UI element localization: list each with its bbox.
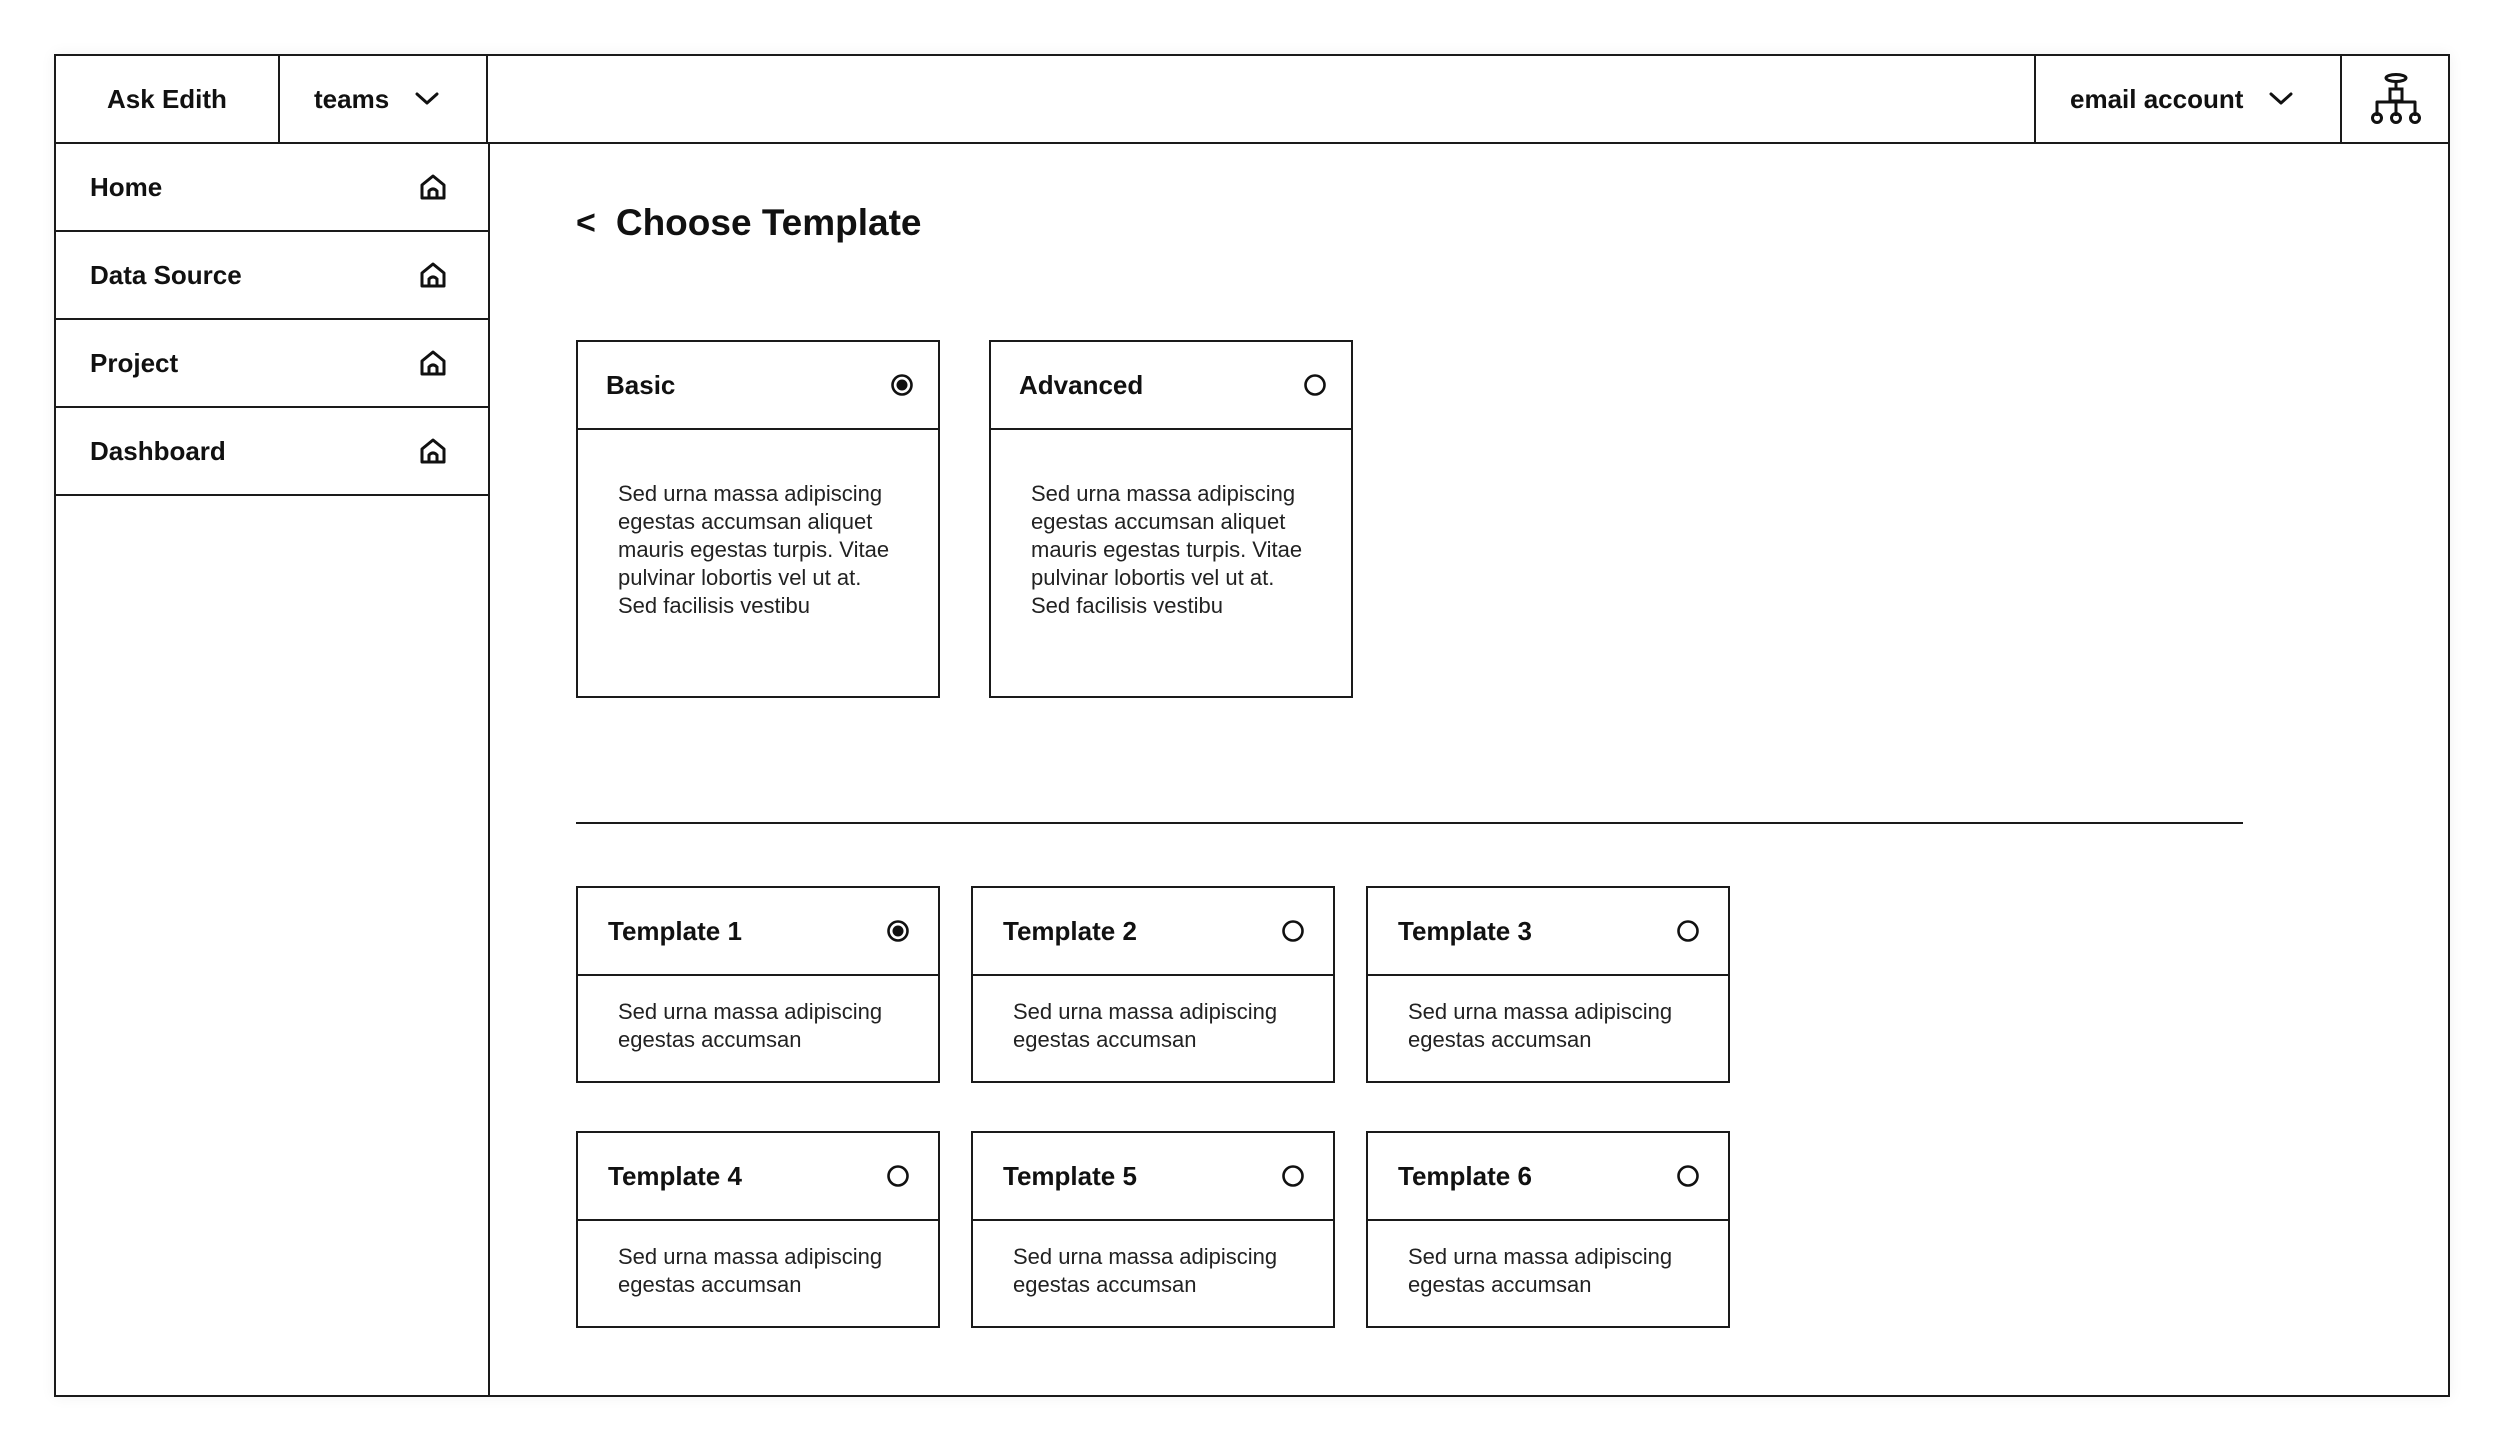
- card-title: Template 3: [1398, 915, 1532, 946]
- card-header: [1368, 888, 1728, 976]
- teams-dropdown[interactable]: [280, 56, 488, 142]
- teams-label: teams: [314, 83, 390, 114]
- card-description: Sed urna massa adipiscing egestas accumsan: [1013, 999, 1278, 1052]
- level-card-basic[interactable]: [576, 340, 940, 698]
- card-header: [991, 342, 1351, 430]
- sidebar-item-home[interactable]: [56, 144, 488, 232]
- app-window: [54, 54, 2450, 1397]
- template-card-3[interactable]: [1366, 886, 1730, 1083]
- card-description: Sed urna massa adipiscing egestas accumsan: [618, 999, 883, 1052]
- card-header: [973, 888, 1333, 976]
- robot-icon: [2369, 72, 2423, 126]
- template-card-1[interactable]: [576, 886, 940, 1083]
- back-button[interactable]: <: [576, 203, 596, 242]
- card-title: Basic: [606, 369, 676, 400]
- sidebar-item-label: Home: [90, 171, 163, 202]
- template-card-6[interactable]: [1366, 1131, 1730, 1328]
- template-card-5[interactable]: [971, 1131, 1335, 1328]
- home-icon: [418, 436, 448, 466]
- sidebar-item-project[interactable]: [56, 320, 488, 408]
- card-title: Template 1: [608, 915, 742, 946]
- card-title: Template 6: [1398, 1160, 1532, 1191]
- radio-unselected-icon[interactable]: [1281, 919, 1305, 943]
- home-icon: [418, 172, 448, 202]
- radio-unselected-icon[interactable]: [886, 1164, 910, 1188]
- radio-unselected-icon[interactable]: [1281, 1164, 1305, 1188]
- main-content: [490, 144, 2448, 1395]
- email-account-label: email account: [2070, 83, 2244, 114]
- card-header: [578, 888, 938, 976]
- sidebar: [56, 144, 490, 1397]
- radio-unselected-icon[interactable]: [1676, 919, 1700, 943]
- radio-selected-icon[interactable]: [886, 919, 910, 943]
- card-title: Template 5: [1003, 1160, 1137, 1191]
- template-card-4[interactable]: [576, 1131, 940, 1328]
- card-description: Sed urna massa adipiscing egestas accumsan: [1408, 1244, 1673, 1297]
- home-icon: [418, 260, 448, 290]
- card-title: Template 4: [608, 1160, 742, 1191]
- home-icon: [418, 348, 448, 378]
- chevron-down-icon: [2269, 92, 2293, 106]
- card-description: Sed urna massa adipiscing egestas accumsan: [618, 1244, 883, 1297]
- card-description: Sed urna massa adipiscing egestas accumsan: [1013, 1244, 1278, 1297]
- card-description: Sed urna massa adipiscing egestas accumsan aliquet mauris egestas turpis. Vitae pulvinar lobortis vel ut at. Sed facilisis vestibu: [1031, 481, 1303, 618]
- sidebar-item-label: Project: [90, 347, 179, 378]
- sidebar-item-dashboard[interactable]: [56, 408, 488, 496]
- radio-selected-icon[interactable]: [890, 373, 914, 397]
- radio-unselected-icon[interactable]: [1303, 373, 1327, 397]
- section-divider: [576, 822, 2243, 824]
- level-card-advanced[interactable]: [989, 340, 1353, 698]
- card-header: [973, 1133, 1333, 1221]
- template-card-2[interactable]: [971, 886, 1335, 1083]
- robot-button[interactable]: [2340, 56, 2450, 142]
- card-header: [1368, 1133, 1728, 1221]
- page-title: [576, 202, 922, 244]
- app-name-label: Ask Edith: [107, 83, 227, 114]
- sidebar-item-label: Data Source: [90, 259, 242, 290]
- chevron-down-icon: [415, 92, 439, 106]
- card-header: [578, 1133, 938, 1221]
- sidebar-item-label: Dashboard: [90, 435, 226, 466]
- card-header: [578, 342, 938, 430]
- top-bar: [56, 56, 2448, 144]
- email-account-dropdown[interactable]: [2034, 56, 2340, 142]
- radio-unselected-icon[interactable]: [1676, 1164, 1700, 1188]
- card-title: Advanced: [1019, 369, 1144, 400]
- page-title-text: Choose Template: [615, 202, 922, 243]
- app-name-button[interactable]: [56, 56, 280, 142]
- card-title: Template 2: [1003, 915, 1137, 946]
- card-description: Sed urna massa adipiscing egestas accumsan aliquet mauris egestas turpis. Vitae pulvinar lobortis vel ut at. Sed facilisis vestibu: [618, 481, 890, 618]
- card-description: Sed urna massa adipiscing egestas accumsan: [1408, 999, 1673, 1052]
- sidebar-item-data-source[interactable]: [56, 232, 488, 320]
